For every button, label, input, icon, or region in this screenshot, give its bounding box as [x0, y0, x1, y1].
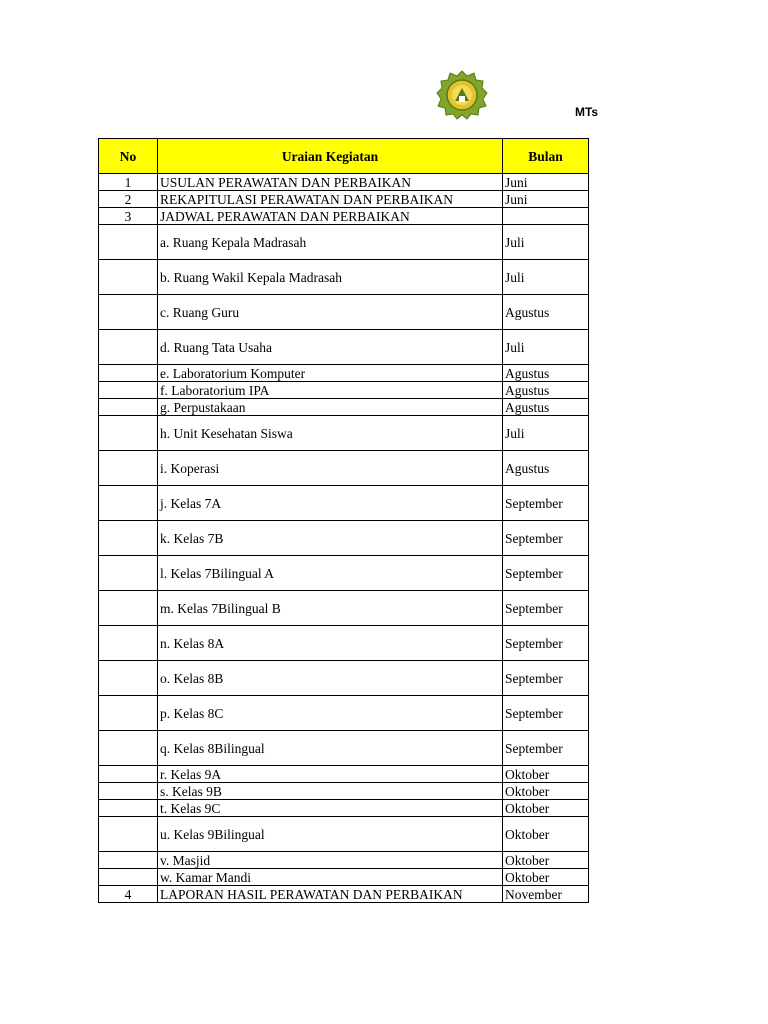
table-row [99, 766, 589, 783]
cell-bulan: September [503, 731, 589, 766]
cell-bulan: Juni [503, 174, 589, 191]
cell-no [99, 416, 158, 451]
cell-no [99, 451, 158, 486]
cell-uraian: c. Ruang Guru [158, 295, 503, 330]
cell-no [99, 365, 158, 382]
table-row [99, 626, 589, 661]
cell-no [99, 731, 158, 766]
cell-no [99, 399, 158, 416]
cell-bulan: Oktober [503, 800, 589, 817]
cell-no [99, 800, 158, 817]
cell-no [99, 766, 158, 783]
cell-no [99, 295, 158, 330]
madrasah-logo-icon [436, 70, 488, 120]
cell-no: 1 [99, 174, 158, 191]
cell-no [99, 486, 158, 521]
cell-no [99, 260, 158, 295]
cell-no [99, 330, 158, 365]
table-row [99, 416, 589, 451]
cell-uraian: t. Kelas 9C [158, 800, 503, 817]
cell-bulan: Oktober [503, 766, 589, 783]
cell-uraian: a. Ruang Kepala Madrasah [158, 225, 503, 260]
table-row [99, 800, 589, 817]
cell-uraian: w. Kamar Mandi [158, 869, 503, 886]
cell-no [99, 696, 158, 731]
table-row [99, 852, 589, 869]
cell-no: 2 [99, 191, 158, 208]
cell-bulan [503, 208, 589, 225]
table-row [99, 174, 589, 191]
table-row [99, 521, 589, 556]
cell-bulan: Juli [503, 260, 589, 295]
cell-uraian: l. Kelas 7Bilingual A [158, 556, 503, 591]
cell-bulan: Juli [503, 330, 589, 365]
cell-uraian: LAPORAN HASIL PERAWATAN DAN PERBAIKAN [158, 886, 503, 903]
cell-uraian: f. Laboratorium IPA [158, 382, 503, 399]
cell-uraian: p. Kelas 8C [158, 696, 503, 731]
maintenance-schedule-table [98, 138, 589, 903]
cell-bulan: Oktober [503, 852, 589, 869]
table-row [99, 817, 589, 852]
cell-bulan: Juli [503, 416, 589, 451]
cell-uraian: q. Kelas 8Bilingual [158, 731, 503, 766]
cell-bulan: Agustus [503, 399, 589, 416]
cell-uraian: REKAPITULASI PERAWATAN DAN PERBAIKAN [158, 191, 503, 208]
table-header-row [99, 139, 589, 174]
table-row [99, 869, 589, 886]
cell-no [99, 869, 158, 886]
cell-bulan: Juni [503, 191, 589, 208]
table-row [99, 661, 589, 696]
cell-uraian: i. Koperasi [158, 451, 503, 486]
cell-uraian: s. Kelas 9B [158, 783, 503, 800]
column-header-no: No [99, 139, 158, 174]
cell-uraian: k. Kelas 7B [158, 521, 503, 556]
table-row [99, 382, 589, 399]
table-row [99, 451, 589, 486]
cell-no [99, 852, 158, 869]
cell-no [99, 591, 158, 626]
cell-bulan: September [503, 521, 589, 556]
table-row [99, 731, 589, 766]
table-row [99, 365, 589, 382]
cell-bulan: September [503, 486, 589, 521]
table-row [99, 486, 589, 521]
table-row [99, 208, 589, 225]
header-school-abbrev: MTs [575, 105, 599, 119]
cell-bulan: Oktober [503, 817, 589, 852]
cell-bulan: Oktober [503, 869, 589, 886]
table-row [99, 591, 589, 626]
cell-uraian: n. Kelas 8A [158, 626, 503, 661]
column-header-uraian: Uraian Kegiatan [158, 139, 503, 174]
cell-bulan: Agustus [503, 451, 589, 486]
cell-no [99, 382, 158, 399]
cell-uraian: JADWAL PERAWATAN DAN PERBAIKAN [158, 208, 503, 225]
cell-bulan: November [503, 886, 589, 903]
table-row [99, 260, 589, 295]
cell-bulan: September [503, 626, 589, 661]
cell-no [99, 661, 158, 696]
cell-no [99, 556, 158, 591]
cell-bulan: Agustus [503, 295, 589, 330]
cell-bulan: Agustus [503, 365, 589, 382]
cell-bulan: September [503, 591, 589, 626]
cell-bulan: September [503, 661, 589, 696]
cell-bulan: Oktober [503, 783, 589, 800]
cell-no: 3 [99, 208, 158, 225]
table-row [99, 399, 589, 416]
table-row [99, 295, 589, 330]
cell-no [99, 225, 158, 260]
cell-uraian: j. Kelas 7A [158, 486, 503, 521]
cell-bulan: September [503, 556, 589, 591]
table-row [99, 191, 589, 208]
cell-uraian: d. Ruang Tata Usaha [158, 330, 503, 365]
cell-uraian: m. Kelas 7Bilingual B [158, 591, 503, 626]
cell-no [99, 626, 158, 661]
cell-uraian: u. Kelas 9Bilingual [158, 817, 503, 852]
table-row [99, 556, 589, 591]
cell-uraian: v. Masjid [158, 852, 503, 869]
table-row [99, 330, 589, 365]
cell-no [99, 783, 158, 800]
cell-uraian: r. Kelas 9A [158, 766, 503, 783]
cell-no [99, 817, 158, 852]
table-row [99, 696, 589, 731]
cell-no [99, 521, 158, 556]
table-row [99, 886, 589, 903]
column-header-bulan: Bulan [503, 139, 589, 174]
cell-uraian: h. Unit Kesehatan Siswa [158, 416, 503, 451]
cell-uraian: e. Laboratorium Komputer [158, 365, 503, 382]
table-body [99, 174, 589, 903]
cell-uraian: g. Perpustakaan [158, 399, 503, 416]
cell-bulan: Juli [503, 225, 589, 260]
table-row [99, 225, 589, 260]
cell-bulan: September [503, 696, 589, 731]
table-row [99, 783, 589, 800]
cell-uraian: b. Ruang Wakil Kepala Madrasah [158, 260, 503, 295]
cell-bulan: Agustus [503, 382, 589, 399]
cell-uraian: o. Kelas 8B [158, 661, 503, 696]
cell-uraian: USULAN PERAWATAN DAN PERBAIKAN [158, 174, 503, 191]
cell-no: 4 [99, 886, 158, 903]
